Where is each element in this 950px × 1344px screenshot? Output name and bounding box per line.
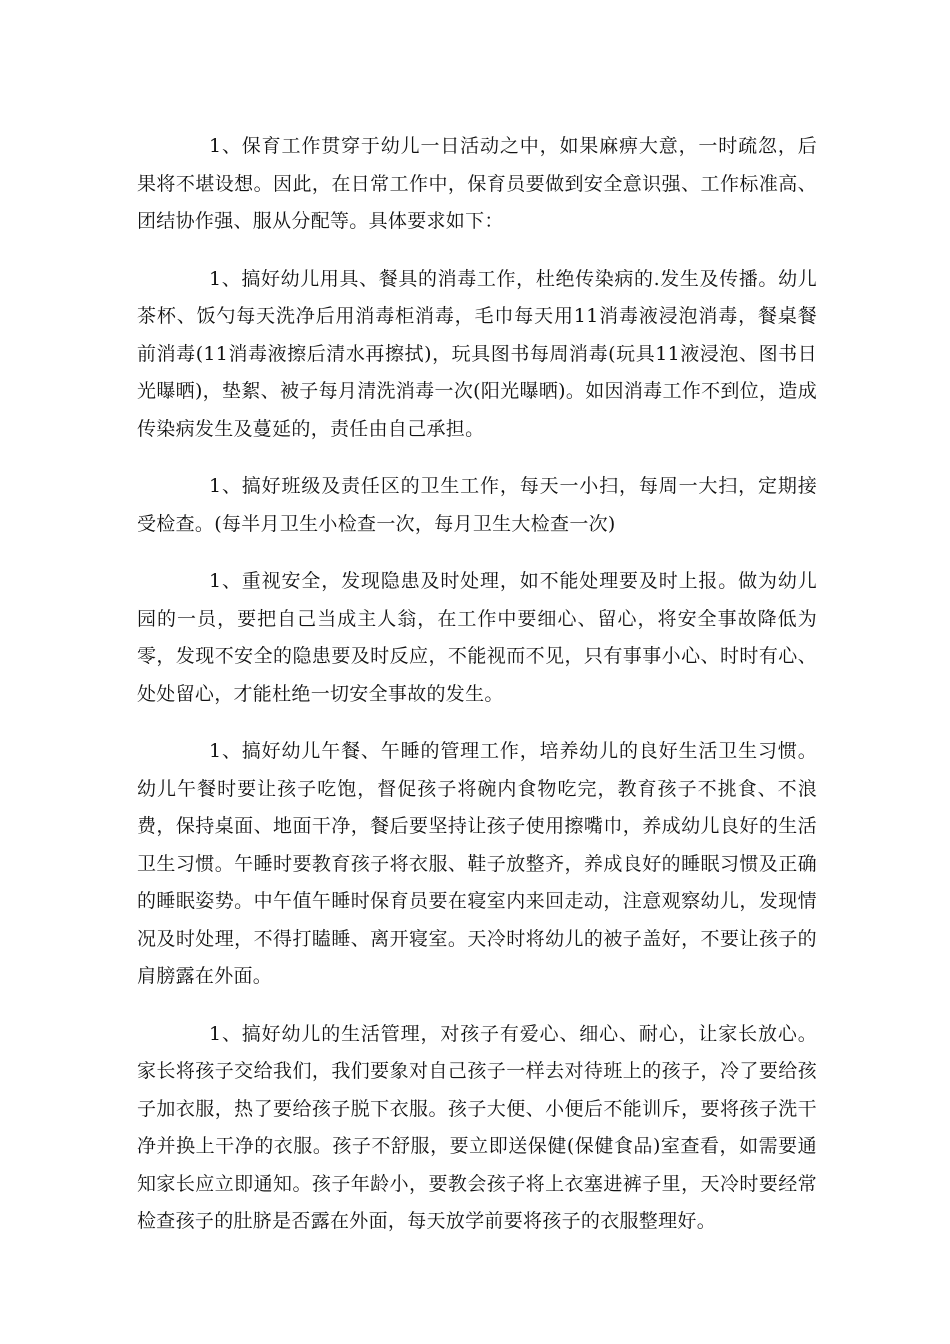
document-body xyxy=(137,128,817,1261)
paragraph-lunch-nap: 1、搞好幼儿午餐、午睡的管理工作，培养幼儿的良好生活卫生习惯。幼儿午餐时要让孩子吃饱，督促孩子将碗内食物吃完，教育孩子不挑食、不浪费，保持桌面、地面干净，餐后要坚持让孩子使用擦嘴巾，养成幼儿良好的生活卫生习惯。午睡时要教育孩子将衣服、鞋子放整齐，养成良好的睡眠习惯及正确的睡眠姿势。中午值午睡时保育员要在寝室内来回走动，注意观察幼儿，发现情况及时处理，不得打瞌睡、离开寝室。天冷时将幼儿的被子盖好，不要让孩子的肩膀露在外面。 xyxy=(137,740,817,987)
paragraph-daily-care: 1、搞好幼儿的生活管理，对孩子有爱心、细心、耐心，让家长放心。家长将孩子交给我们，我们要象对自己孩子一样去对待班上的孩子，冷了要给孩子加衣服，热了要给孩子脱下衣服。孩子大便、小便后不能训斥，要将孩子洗干净并换上干净的衣服。孩子不舒服，要立即送保健(保健食品)室查看，如需要通知家长应立即通知。孩子年龄小，要教会孩子将上衣塞进裤子里，天冷时要经常检查孩子的肚脐是否露在外面，每天放学前要将孩子的衣服整理好。 xyxy=(137,1022,817,1232)
paragraph-disinfection: 1、搞好幼儿用具、餐具的消毒工作，杜绝传染病的.发生及传播。幼儿茶杯、饭勺每天洗净后用消毒柜消毒，毛巾每天用11消毒液浸泡消毒，餐桌餐前消毒(11消毒液擦后清水再擦拭)，玩具图书每周消毒(玩具11液浸泡、图书日光曝晒)，垫絮、被子每月清洗消毒一次(阳光曝晒)。如因消毒工作不到位，造成传染病发生及蔓延的，责任由自己承担。 xyxy=(137,267,817,440)
paragraph-safety: 1、重视安全，发现隐患及时处理，如不能处理要及时上报。做为幼儿园的一员，要把自己当成主人翁，在工作中要细心、留心，将安全事故降低为零，发现不安全的隐患要及时反应，不能视而不见，只有事事小心、时时有心、处处留心，才能杜绝一切安全事故的发生。 xyxy=(137,570,817,705)
paragraph-hygiene: 1、搞好班级及责任区的卫生工作，每天一小扫，每周一大扫，定期接受检查。(每半月卫生小检查一次，每月卫生大检查一次) xyxy=(137,475,817,535)
paragraph-intro: 1、保育工作贯穿于幼儿一日活动之中，如果麻痹大意，一时疏忽，后果将不堪设想。因此，在日常工作中，保育员要做到安全意识强、工作标准高、团结协作强、服从分配等。具体要求如下： xyxy=(137,135,817,232)
